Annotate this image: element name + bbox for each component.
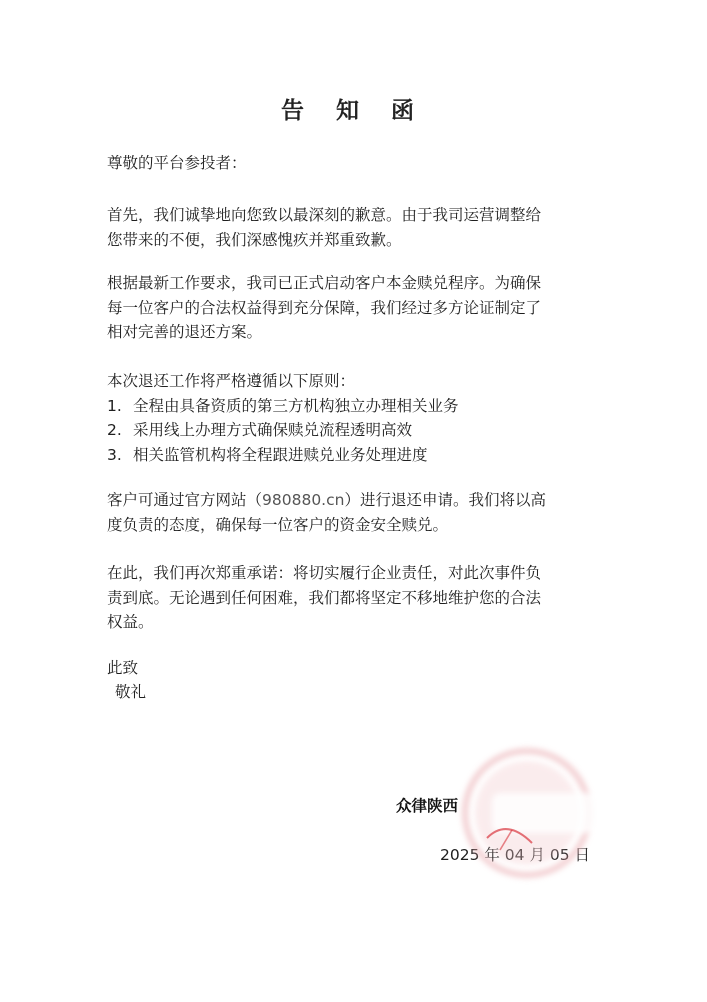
- website-link[interactable]: 980880.cn: [262, 491, 345, 509]
- procedure-paragraph: [107, 271, 612, 345]
- list-item-number: 1.: [107, 396, 122, 415]
- list-item-text: 全程由具备资质的第三方机构独立办理相关业务: [133, 396, 459, 415]
- list-item: [107, 418, 612, 443]
- list-item-number: 2.: [107, 421, 122, 439]
- paragraph-line: 首先，我们诚挚地向您致以最深刻的歉意。由于我司运营调整给: [107, 206, 542, 224]
- website-suffix: ）进行退还申请。我们将以高: [344, 491, 546, 509]
- apology-paragraph: [107, 203, 612, 252]
- paragraph-line: 权益。: [107, 613, 154, 631]
- principles-intro: 本次退还工作将严格遵循以下原则：: [107, 372, 356, 390]
- paragraph-line: 责到底。无论遇到任何困难，我们都将坚定不移地维护您的合法: [107, 588, 542, 607]
- principles-section: [107, 369, 612, 467]
- paragraph-line: 度负责的态度，确保每一位客户的资金安全赎兑。: [107, 515, 449, 534]
- signature-company: 众律陕西: [396, 797, 459, 815]
- paragraph-line: 根据最新工作要求，我司已正式启动客户本金赎兑程序。为确保: [107, 274, 542, 292]
- paragraph-line: 您带来的不便，我们深感愧疚并郑重致歉。: [107, 230, 402, 249]
- website-prefix: 客户可通过官方网站（: [107, 491, 263, 509]
- paragraph-line: 相对完善的退还方案。: [107, 323, 263, 341]
- commitment-paragraph: [107, 561, 612, 635]
- paragraph-line: 在此，我们再次郑重承诺：将切实履行企业责任，对此次事件负: [107, 564, 542, 582]
- list-item-text: 相关监管机构将全程跟进赎兑业务处理进度: [133, 445, 428, 464]
- website-paragraph: [107, 488, 612, 537]
- letter-date: 2025 年 04 月 05 日: [440, 846, 591, 864]
- closing-line: 此致: [107, 659, 139, 677]
- closing-regards: 敬礼: [115, 683, 147, 701]
- seal-stamp-icon: [452, 738, 602, 888]
- list-item: [107, 394, 612, 419]
- list-item-text: 采用线上办理方式确保赎兑流程透明高效: [133, 421, 413, 439]
- paragraph-line: 每一位客户的合法权益得到充分保障，我们经过多方论证制定了: [107, 298, 542, 317]
- list-item: [107, 443, 612, 468]
- list-item-number: 3.: [107, 445, 122, 464]
- salutation: 尊敬的平台参投者：: [107, 154, 247, 172]
- page-title: 告 知 函: [280, 97, 426, 124]
- paragraph-line: [107, 488, 612, 513]
